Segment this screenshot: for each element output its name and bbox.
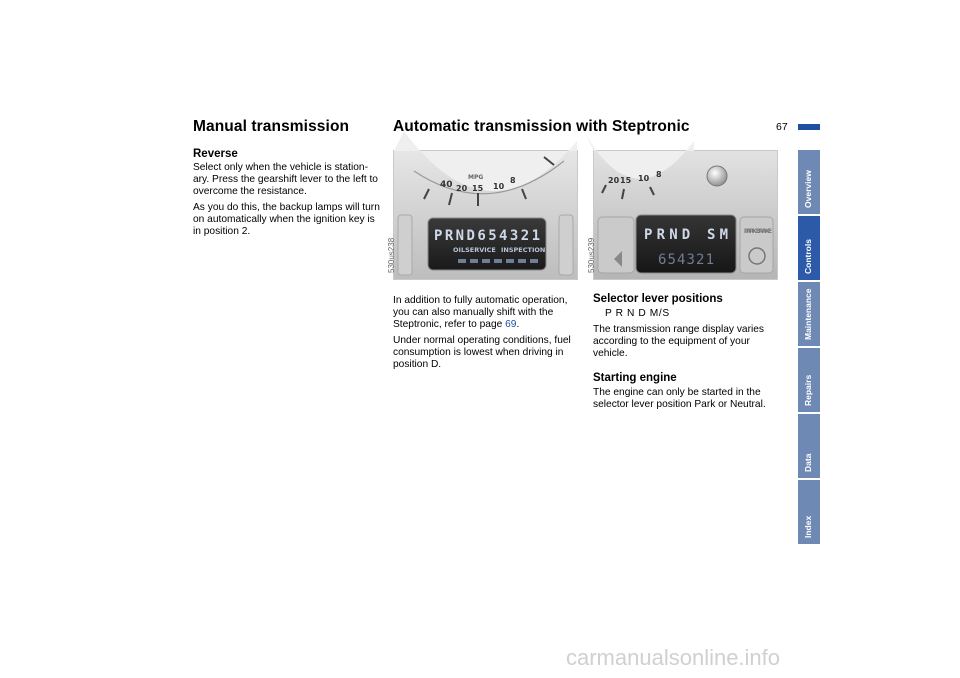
reverse-paragraph-1: Select only when the vehicle is station-ary. Press the gearshift lever to the left to overcome the resistance. bbox=[193, 162, 378, 198]
cluster-illustration-2 bbox=[594, 151, 777, 279]
steptronic-text-before-link: In addition to fully automatic operation, you can also manually shift with the Steptronic, refer to page bbox=[393, 295, 568, 331]
tab-maintenance[interactable] bbox=[798, 282, 820, 346]
tab-overview[interactable] bbox=[798, 150, 820, 214]
starting-engine-text: The engine can only be started in the selector lever position Park or Neutral. bbox=[593, 387, 766, 411]
reverse-heading: Reverse bbox=[193, 148, 238, 160]
tab-index[interactable] bbox=[798, 480, 820, 544]
tab-data[interactable] bbox=[798, 414, 820, 478]
steptronic-text bbox=[393, 295, 585, 374]
selector-lever-text: The transmission range display varies according to the equipment of your vehicle. bbox=[593, 324, 764, 360]
gauge-label-10: 10 bbox=[638, 174, 650, 183]
instrument-display-photo-2 bbox=[587, 150, 778, 280]
gauge-label-40: 40 bbox=[440, 180, 453, 190]
gauge-label-mpg: MPG bbox=[468, 174, 484, 181]
gauge-label-15: 15 bbox=[472, 184, 484, 193]
reverse-paragraph-2: As you do this, the backup lamps will turn on automatically when the ignition key is in position 2. bbox=[193, 201, 380, 238]
display-inspection: INSPECTION bbox=[501, 246, 546, 254]
reverse-text bbox=[193, 162, 383, 241]
photo-1-caption: 530us238 bbox=[387, 237, 396, 273]
tab-data-label: Data bbox=[803, 453, 813, 472]
steptronic-paragraph-2: Under normal operating conditions, fuel consumption is lowest when driving in position D. bbox=[393, 334, 571, 371]
tab-controls[interactable] bbox=[798, 216, 820, 280]
steptronic-text-after-link: . bbox=[516, 319, 520, 331]
tab-maintenance-label: Maintenance bbox=[803, 288, 813, 340]
selector-lever-heading: Selector lever positions bbox=[593, 293, 723, 305]
gauge-label-8: 8 bbox=[510, 176, 516, 185]
gauge-label-15: 15 bbox=[620, 176, 632, 185]
display-gear-text: PRND654321 bbox=[434, 228, 540, 244]
display-gear-positions: PRND SM bbox=[644, 227, 728, 243]
trip-knob bbox=[707, 166, 727, 186]
gauge-label-8: 8 bbox=[656, 170, 662, 179]
page-69-link[interactable]: 69 bbox=[505, 319, 517, 331]
tab-controls-label: Controls bbox=[803, 239, 813, 274]
automatic-transmission-title: Automatic transmission with Steptronic bbox=[393, 118, 690, 135]
gauge-label-20: 20 bbox=[608, 176, 620, 185]
tab-repairs[interactable] bbox=[798, 348, 820, 412]
instrument-display-photo-1 bbox=[387, 150, 578, 280]
gauge-label-10: 10 bbox=[493, 182, 505, 191]
page-number: 67 bbox=[776, 121, 788, 133]
manual-transmission-title: Manual transmission bbox=[193, 118, 350, 135]
display-oil-service: OILSERVICE bbox=[453, 246, 496, 254]
selector-positions: P R N D M/S bbox=[605, 308, 670, 319]
accent-bar bbox=[798, 124, 820, 130]
display-gear-numbers: 654321 bbox=[658, 252, 714, 268]
cluster-illustration-1 bbox=[394, 151, 577, 279]
tab-repairs-label: Repairs bbox=[803, 374, 813, 406]
park-brake-label: PARK BRAKE bbox=[744, 228, 772, 235]
tab-overview-label: Overview bbox=[803, 170, 813, 208]
photo-2-caption: 530us239 bbox=[587, 237, 596, 273]
starting-engine-heading: Starting engine bbox=[593, 372, 677, 384]
steptronic-paragraph-1 bbox=[393, 295, 585, 332]
tab-index-label: Index bbox=[803, 515, 813, 538]
watermark: carmanualsonline.info bbox=[566, 645, 781, 670]
gauge-label-20: 20 bbox=[456, 184, 468, 193]
